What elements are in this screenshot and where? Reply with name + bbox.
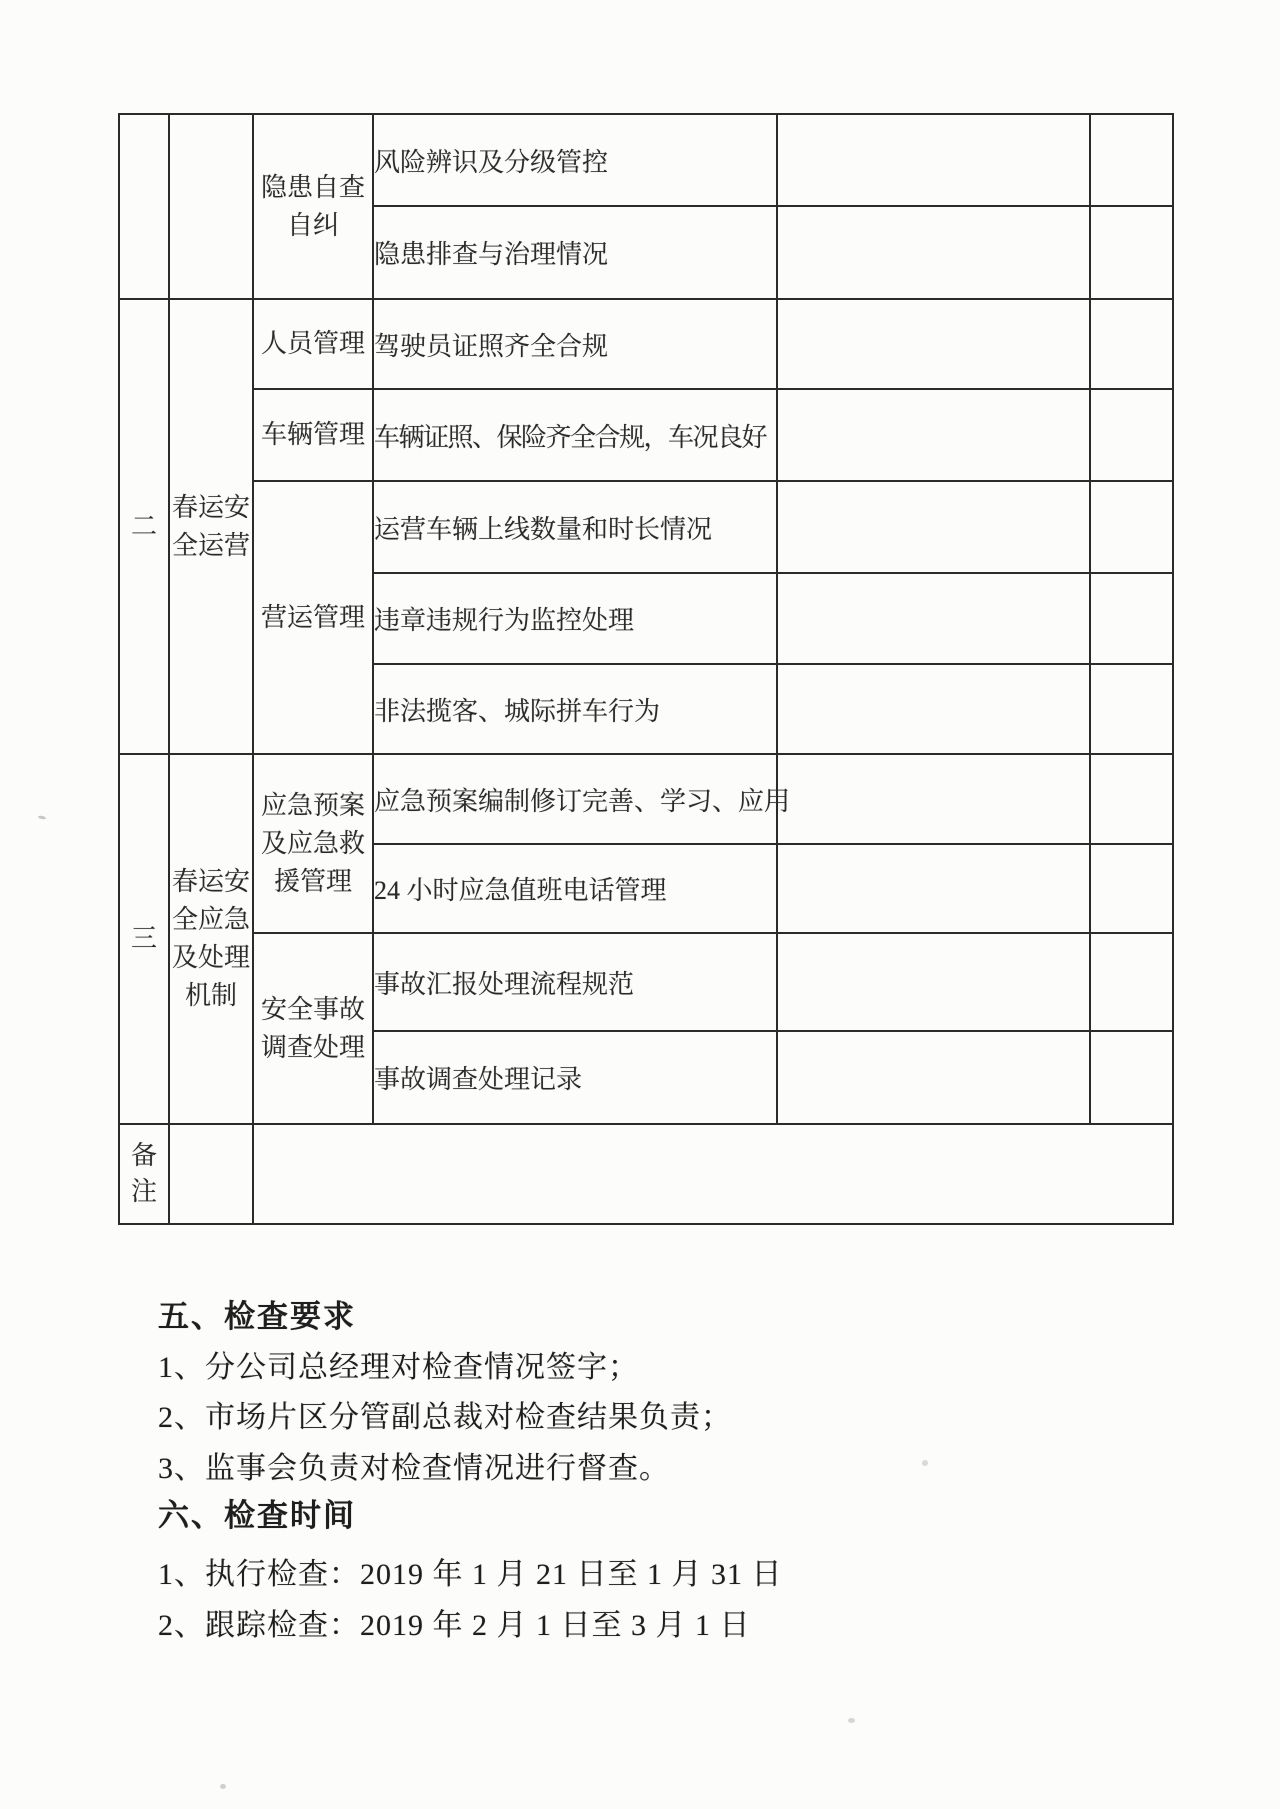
result-cell xyxy=(777,114,1090,206)
section-number-cell: 二 xyxy=(119,299,169,754)
scan-speck xyxy=(38,815,46,820)
score-cell xyxy=(1090,1031,1173,1124)
result-cell xyxy=(777,206,1090,299)
item-cell: 运营车辆上线数量和时长情况 xyxy=(373,481,777,573)
item-cell: 隐患排查与治理情况 xyxy=(373,206,777,299)
category-cell: 春运安全运营 xyxy=(169,299,253,754)
score-cell xyxy=(1090,481,1173,573)
result-cell xyxy=(777,844,1090,933)
item-cell: 事故调查处理记录 xyxy=(373,1031,777,1124)
score-cell xyxy=(1090,664,1173,754)
group-label-cell: 人员管理 xyxy=(253,299,373,389)
group-label-cell: 隐患自查自纠 xyxy=(253,114,373,299)
item-cell: 风险辨识及分级管控 xyxy=(373,114,777,206)
table-row xyxy=(119,754,1173,844)
schedule-item: 2、跟踪检查：2019 年 2 月 1 日至 3 月 1 日 xyxy=(158,1609,751,1642)
score-cell xyxy=(1090,573,1173,664)
note-subcell xyxy=(169,1124,253,1224)
score-cell xyxy=(1090,299,1173,389)
result-cell xyxy=(777,299,1090,389)
section-heading-requirements: 五、检查要求 xyxy=(158,1299,356,1334)
requirement-item: 1、分公司总经理对检查情况签字； xyxy=(158,1351,639,1384)
table-row xyxy=(119,481,1173,573)
result-cell xyxy=(777,664,1090,754)
score-cell xyxy=(1090,114,1173,206)
scan-speck xyxy=(220,1784,226,1789)
item-cell: 非法揽客、城际拼车行为 xyxy=(373,664,777,754)
score-cell xyxy=(1090,206,1173,299)
score-cell xyxy=(1090,754,1173,844)
score-cell xyxy=(1090,933,1173,1031)
category-cell: 春运安全应急及处理机制 xyxy=(169,754,253,1124)
result-cell xyxy=(777,754,1090,844)
result-cell xyxy=(777,389,1090,481)
table-row xyxy=(119,389,1173,481)
result-cell xyxy=(777,1031,1090,1124)
scan-speck xyxy=(848,1718,855,1723)
section-number-cell: 三 xyxy=(119,754,169,1124)
group-label-cell: 应急预案及应急救援管理 xyxy=(253,754,373,933)
item-cell: 应急预案编制修订完善、学习、应用 xyxy=(373,754,777,844)
item-cell: 车辆证照、保险齐全合规，车况良好 xyxy=(373,389,777,481)
inspection-table xyxy=(118,113,1174,1225)
requirement-item: 3、监事会负责对检查情况进行督查。 xyxy=(158,1452,670,1485)
group-label-cell: 安全事故调查处理 xyxy=(253,933,373,1124)
result-cell xyxy=(777,481,1090,573)
score-cell xyxy=(1090,389,1173,481)
note-content-cell xyxy=(253,1124,1173,1224)
section-number-cell xyxy=(119,114,169,299)
section-heading-schedule: 六、检查时间 xyxy=(158,1498,356,1533)
requirement-item: 2、市场片区分管副总裁对检查结果负责； xyxy=(158,1401,732,1434)
item-cell: 驾驶员证照齐全合规 xyxy=(373,299,777,389)
table-row-note xyxy=(119,1124,1173,1224)
group-label-cell: 车辆管理 xyxy=(253,389,373,481)
item-cell: 事故汇报处理流程规范 xyxy=(373,933,777,1031)
score-cell xyxy=(1090,844,1173,933)
note-label-cell: 备注 xyxy=(119,1124,169,1224)
group-label-cell: 营运管理 xyxy=(253,481,373,754)
item-cell: 违章违规行为监控处理 xyxy=(373,573,777,664)
table-row xyxy=(119,114,1173,206)
category-cell xyxy=(169,114,253,299)
schedule-item: 1、执行检查：2019 年 1 月 21 日至 1 月 31 日 xyxy=(158,1558,783,1591)
result-cell xyxy=(777,573,1090,664)
item-cell: 24 小时应急值班电话管理 xyxy=(373,844,777,933)
table-row xyxy=(119,299,1173,389)
scan-speck xyxy=(922,1460,928,1466)
result-cell xyxy=(777,933,1090,1031)
table-row xyxy=(119,933,1173,1031)
